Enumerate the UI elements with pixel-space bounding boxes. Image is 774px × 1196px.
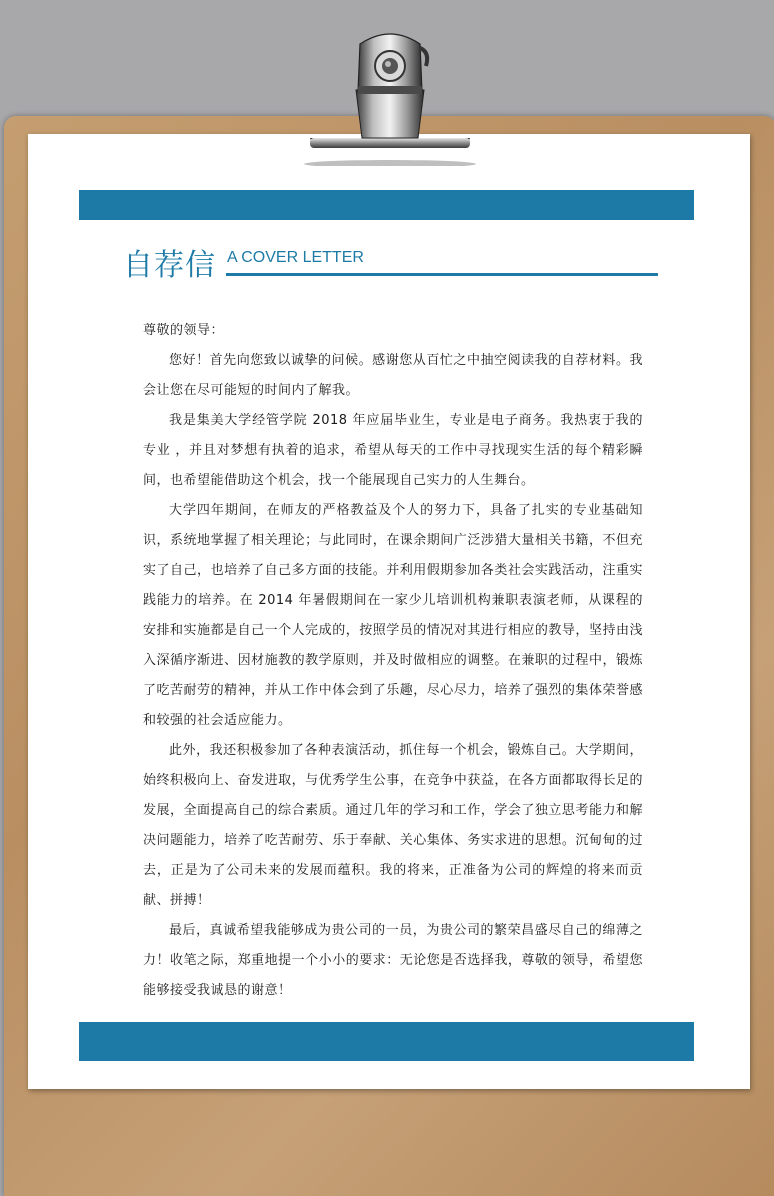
letter-paragraph: 您好！首先向您致以诚挚的问候。感谢您从百忙之中抽空阅读我的自荐材料。我会让您在尽可能短的时间内了解我。 <box>143 353 643 398</box>
bottom-accent-band <box>79 1022 694 1061</box>
letter-paragraph: 我是集美大学经管学院 2018 年应届毕业生，专业是电子商务。我热衷于我的专业 ，并且对梦想有执着的追求，希望从每天的工作中寻找现实生活的每个精彩瞬间，也希望能借助这个机会，找一个能展现自己实力的人生舞台。 <box>143 413 643 488</box>
letter-body <box>143 316 643 1006</box>
page-subtitle: A COVER LETTER <box>227 249 364 266</box>
letter-paragraph: 最后，真诚希望我能够成为贵公司的一员，为贵公司的繁荣昌盛尽自己的绵薄之力！收笔之际，郑重地提一个小小的要求：无论您是否选择我，尊敬的领导，希望您能够接受我诚恳的谢意！ <box>143 923 643 998</box>
letter-paragraph: 大学四年期间，在师友的严格教益及个人的努力下，具备了扎实的专业基础知识，系统地掌握了相关理论；与此同时，在课余期间广泛涉猎大量相关书籍，不但充实了自己，也培养了自己多方面的技能。并利用假期参加各类社会实践活动，注重实践能力的培养。在 2014 年暑假期间在一家少儿培训机构兼职表演老师，从课程的安排和实施都是自己一个人完成的，按照学员的情况对其进行相应的教导，坚持由浅入深循序渐进、因材施教的教学原则，并及时做相应的调整。在兼职的过程中，锻炼了吃苦耐劳的精神，并从工作中体会到了乐趣，尽心尽力，培养了强烈的集体荣誉感和较强的社会适应能力。 <box>143 503 643 728</box>
top-accent-band <box>79 190 694 220</box>
title-underline <box>226 273 658 276</box>
page-title: 自荐信 <box>123 248 216 283</box>
letter-paragraph: 此外，我还积极参加了各种表演活动，抓住每一个机会，锻炼自己。大学期间，始终积极向上、奋发进取，与优秀学生公事，在竞争中获益，在各方面都取得长足的发展，全面提高自己的综合素质。通过几年的学习和工作，学会了独立思考能力和解决问题能力，培养了吃苦耐劳、乐于奉献、关心集体、务实求进的思想。沉甸甸的过去，正是为了公司未来的发展而蕴积。我的将来，正准备为公司的辉煌的将来而贡献、拼搏！ <box>143 743 643 908</box>
binder-clip-icon <box>296 26 480 166</box>
letter-greeting: 尊敬的领导： <box>143 323 225 338</box>
